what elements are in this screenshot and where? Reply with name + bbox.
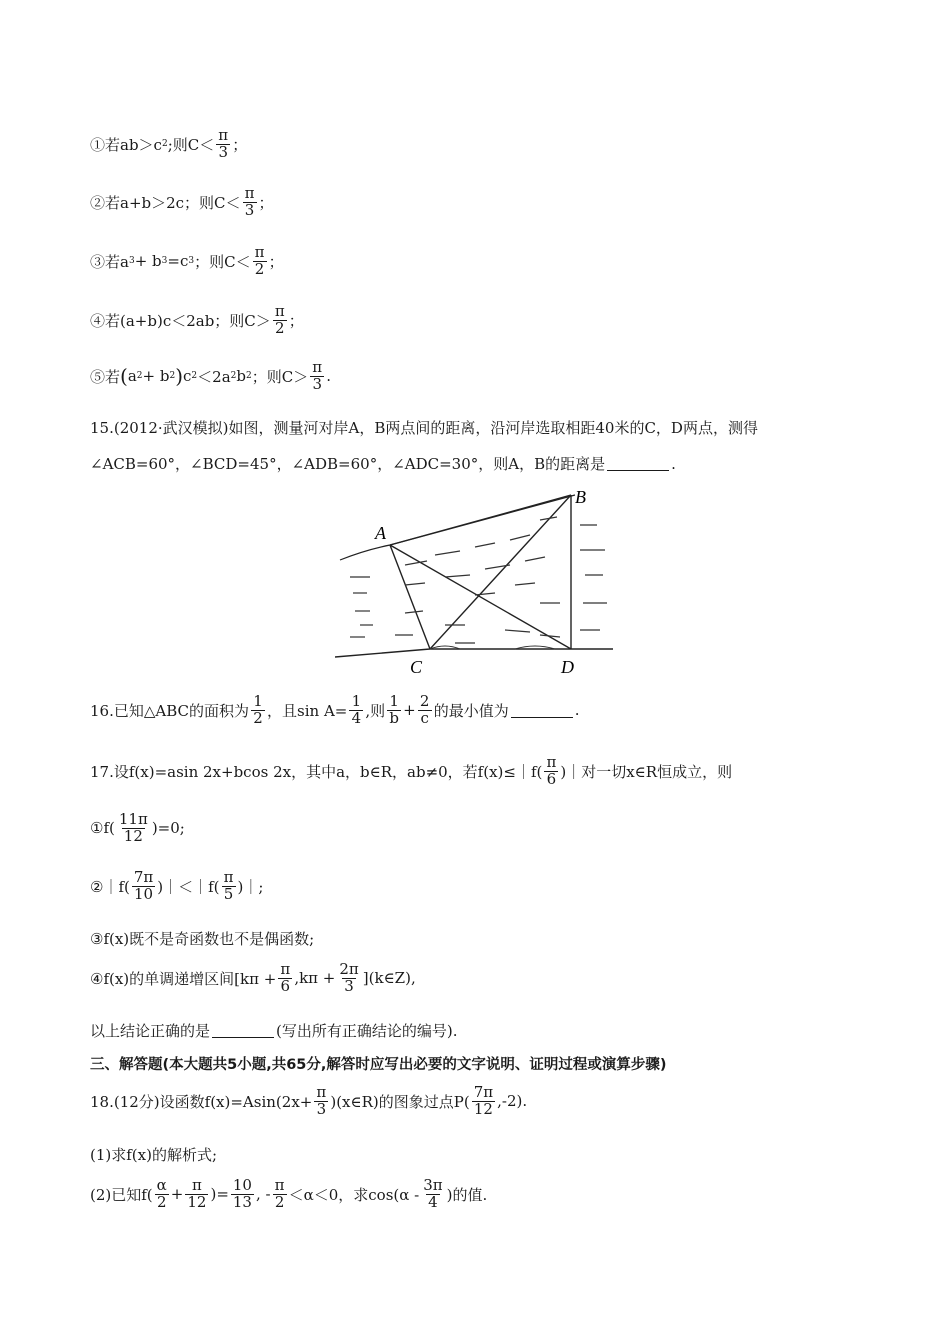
fraction: $\frac{\alpha}{2}$: [156, 1176, 167, 1211]
q17-conclusion: 以上结论正确的是 (写出所有正确结论的编号).: [90, 1022, 458, 1040]
q17-item-1: ①f( $\frac{11\pi}{12}$ )=0;: [90, 810, 185, 845]
q17-item-4: ④f(x)的单调递增区间[kπ + $\frac{\pi}{6}$ ,kπ + $\frac{2\pi}{3}$ ](k∈Z),: [90, 960, 416, 995]
fraction: $\frac{7\pi}{10}$: [133, 868, 154, 903]
label-b: B: [575, 487, 586, 507]
fraction: $\frac{\pi}{2}$: [253, 245, 267, 278]
fraction: $\frac{2\pi}{3}$: [339, 960, 359, 995]
fraction: $\frac{\pi}{5}$: [222, 870, 236, 903]
fraction: $\frac{\pi}{3}$: [243, 186, 257, 219]
fraction: $\frac{\pi}{3}$: [216, 128, 230, 161]
fraction: $\frac{2}{c}$: [418, 694, 432, 727]
answer-blank: [607, 456, 669, 471]
fraction: $\frac{7\pi}{12}$: [473, 1083, 494, 1118]
q18-part-2: (2)已知f( $\frac{\alpha}{2}$ + $\frac{\pi}{12}$ )= $\frac{10}{13}$ , - $\frac{\pi}{2}$ ＜α＜0，求cos(α - $\frac{3\pi}{4}$ )的值.: [90, 1176, 488, 1211]
answer-blank: [212, 1023, 274, 1038]
q15-line-1: 15.(2012·武汉模拟)如图，测量河对岸A，B两点间的距离，沿河岸选取相距40米的C，D两点，测得: [90, 419, 758, 437]
q14-item-3: ③若a 3 + b 3 =c 3 ；则C＜ $\frac{\pi}{2}$ ；: [90, 243, 284, 278]
label-a: A: [375, 523, 386, 543]
fraction: $\frac{1}{b}$: [387, 694, 401, 727]
q18-part-1: (1)求f(x)的解析式;: [90, 1146, 218, 1164]
answer-blank: [511, 703, 573, 718]
q17-item-2: ②｜f( $\frac{7\pi}{10}$ )｜＜｜f( $\frac{\pi}{5}$ )｜;: [90, 868, 264, 903]
fraction: $\frac{3\pi}{4}$: [423, 1176, 443, 1211]
q17-item-3: ③f(x)既不是奇函数也不是偶函数;: [90, 930, 315, 948]
q14-item-5: ⑤若 ( a 2 + b 2 ) c 2 ＜2a 2 b 2 ；则C＞ $\frac{\pi}{3}$ .: [90, 358, 331, 393]
fraction: $\frac{1}{4}$: [349, 694, 363, 727]
fraction: $\frac{\pi}{3}$: [310, 360, 324, 393]
q16-line: 16.已知△ABC的面积为 $\frac{1}{2}$ ，且sin A= $\frac{1}{4}$ ,则 $\frac{1}{b}$ + $\frac{2}{c}$ 的最小值为 .: [90, 692, 580, 727]
section-heading: 三、解答题(本大题共5小题,共65分,解答时应写出必要的文字说明、证明过程或演算步骤): [90, 1057, 667, 1073]
q18-line-1: 18.(12分)设函数f(x)=Asin(2x+ $\frac{\pi}{3}$ )(x∈R)的图象过点P( $\frac{7\pi}{12}$ ,-2).: [90, 1083, 528, 1118]
fraction: $\frac{\pi}{6}$: [544, 755, 558, 788]
label-c: C: [410, 657, 423, 677]
q14-item-2: ②若a+b＞2c；则C＜ $\frac{\pi}{3}$ ；: [90, 184, 274, 219]
fraction: $\frac{1}{2}$: [251, 694, 265, 727]
fraction: $\frac{11\pi}{12}$: [118, 810, 148, 845]
fraction: $\frac{\pi}{2}$: [273, 304, 287, 337]
label-d: D: [561, 657, 574, 677]
fraction: $\frac{\pi}{12}$: [187, 1176, 207, 1211]
q17-line-1: 17.设f(x)=asin 2x+bcos 2x，其中a，b∈R，ab≠0，若f(x)≤｜f( $\frac{\pi}{6}$ )｜对一切x∈R恒成立，则: [90, 753, 733, 788]
q15-line-2: ∠ACB=60°，∠BCD=45°，∠ADB=60°，∠ADC=30°，则A，B的距离是 .: [90, 454, 676, 473]
q14-item-1: ①若ab＞c 2 ;则C＜ $\frac{\pi}{3}$ ；: [90, 126, 248, 161]
fraction: $\frac{\pi}{6}$: [278, 962, 292, 995]
fraction: $\frac{\pi}{3}$: [314, 1085, 328, 1118]
fraction: $\frac{\pi}{2}$: [273, 1178, 287, 1211]
q14-item-4: ④若(a+b)c＜2ab；则C＞ $\frac{\pi}{2}$ ；: [90, 302, 304, 337]
fraction: $\frac{10}{13}$: [232, 1176, 252, 1211]
river-diagram: [335, 485, 620, 680]
